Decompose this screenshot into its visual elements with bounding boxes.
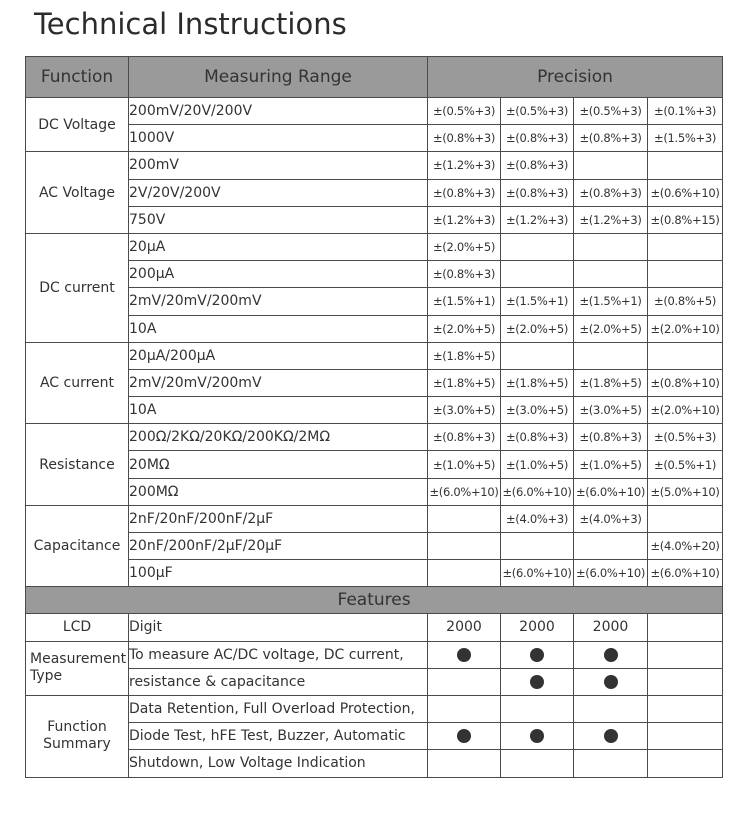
function-summary-label [26, 695, 129, 777]
measuring-range: 10A [129, 397, 428, 424]
precision-cell: ±(2.0%+10) [648, 315, 723, 342]
feature-support-cell [648, 668, 723, 695]
measurement-type-label [26, 641, 129, 695]
table-row [26, 288, 723, 315]
feature-support-cell [574, 723, 648, 750]
filled-dot-icon [604, 675, 618, 689]
precision-cell: ±(1.2%+3) [501, 206, 574, 233]
precision-cell: ±(0.8%+3) [574, 125, 648, 152]
measuring-range: 2nF/20nF/200nF/2μF [129, 505, 428, 532]
precision-cell: ±(1.2%+3) [428, 152, 501, 179]
table-row [26, 451, 723, 478]
precision-cell: ±(2.0%+10) [648, 397, 723, 424]
measuring-range: 10A [129, 315, 428, 342]
precision-cell: ±(0.8%+3) [501, 179, 574, 206]
lcd-digit-value [648, 614, 723, 641]
precision-cell: ±(6.0%+10) [428, 478, 501, 505]
measuring-range: 200mV [129, 152, 428, 179]
table-row [26, 424, 723, 451]
feature-support-cell [501, 695, 574, 722]
table-row [26, 533, 723, 560]
function-label: Resistance [26, 424, 129, 506]
precision-cell: ±(1.0%+5) [501, 451, 574, 478]
precision-cell [574, 152, 648, 179]
precision-cell [501, 233, 574, 260]
feature-support-cell [648, 641, 723, 668]
measurement-type-row [26, 668, 723, 695]
precision-cell [574, 533, 648, 560]
table-row [26, 233, 723, 260]
precision-cell: ±(0.8%+3) [574, 424, 648, 451]
function-summary-row [26, 695, 723, 722]
precision-cell [428, 560, 501, 587]
precision-cell: ±(6.0%+10) [501, 478, 574, 505]
feature-support-cell [501, 641, 574, 668]
label-line: Function [47, 719, 107, 736]
feature-support-cell [574, 750, 648, 777]
precision-cell: ±(0.8%+5) [648, 288, 723, 315]
header-precision: Precision [428, 57, 723, 98]
precision-cell: ±(0.8%+3) [574, 179, 648, 206]
precision-cell: ±(1.2%+3) [428, 206, 501, 233]
measuring-range: 100μF [129, 560, 428, 587]
feature-text: Diode Test, hFE Test, Buzzer, Automatic [129, 723, 428, 750]
precision-cell [428, 533, 501, 560]
filled-dot-icon [457, 648, 471, 662]
measuring-range: 200MΩ [129, 478, 428, 505]
precision-cell: ±(0.5%+3) [501, 98, 574, 125]
header-function: Function [26, 57, 129, 98]
precision-cell [648, 233, 723, 260]
label-line: Measurement [30, 651, 127, 668]
table-row [26, 261, 723, 288]
measuring-range: 2V/20V/200V [129, 179, 428, 206]
precision-cell [501, 533, 574, 560]
precision-cell [648, 261, 723, 288]
precision-cell: ±(0.8%+3) [501, 424, 574, 451]
table-row [26, 179, 723, 206]
feature-support-cell [648, 723, 723, 750]
measuring-range: 2mV/20mV/200mV [129, 288, 428, 315]
table-row [26, 98, 723, 125]
feature-text: resistance & capacitance [129, 668, 428, 695]
precision-cell [574, 233, 648, 260]
feature-support-cell [574, 695, 648, 722]
precision-cell: ±(0.8%+15) [648, 206, 723, 233]
measuring-range: 20μA/200μA [129, 342, 428, 369]
measuring-range: 20MΩ [129, 451, 428, 478]
table-row [26, 125, 723, 152]
feature-support-cell [428, 668, 501, 695]
feature-support-cell [501, 668, 574, 695]
precision-cell: ±(5.0%+10) [648, 478, 723, 505]
precision-cell: ±(0.8%+3) [428, 261, 501, 288]
precision-cell: ±(0.8%+3) [428, 179, 501, 206]
precision-cell: ±(0.8%+3) [501, 152, 574, 179]
precision-cell [574, 342, 648, 369]
precision-cell: ±(6.0%+10) [501, 560, 574, 587]
precision-cell: ±(1.8%+5) [501, 369, 574, 396]
function-label: Capacitance [26, 505, 129, 587]
precision-cell: ±(0.5%+1) [648, 451, 723, 478]
function-summary-row [26, 723, 723, 750]
precision-cell: ±(4.0%+3) [501, 505, 574, 532]
table-row [26, 152, 723, 179]
measuring-range: 20nF/200nF/2μF/20μF [129, 533, 428, 560]
precision-cell [501, 342, 574, 369]
precision-cell: ±(4.0%+3) [574, 505, 648, 532]
precision-cell [648, 152, 723, 179]
table-row [26, 206, 723, 233]
feature-support-cell [574, 668, 648, 695]
precision-cell: ±(0.8%+3) [428, 125, 501, 152]
table-row [26, 397, 723, 424]
precision-cell: ±(0.1%+3) [648, 98, 723, 125]
measuring-range: 20μA [129, 233, 428, 260]
precision-cell: ±(6.0%+10) [574, 478, 648, 505]
label-line: Summary [43, 736, 111, 753]
precision-cell: ±(1.8%+5) [428, 342, 501, 369]
precision-cell: ±(6.0%+10) [574, 560, 648, 587]
precision-cell: ±(0.5%+3) [428, 98, 501, 125]
spec-table [25, 56, 723, 778]
feature-support-cell [501, 723, 574, 750]
precision-cell: ±(3.0%+5) [501, 397, 574, 424]
measurement-type-row [26, 641, 723, 668]
precision-cell: ±(1.2%+3) [574, 206, 648, 233]
precision-cell: ±(3.0%+5) [574, 397, 648, 424]
precision-cell: ±(0.5%+3) [648, 424, 723, 451]
precision-cell: ±(6.0%+10) [648, 560, 723, 587]
precision-cell: ±(1.8%+5) [428, 369, 501, 396]
lcd-label: LCD [26, 614, 129, 641]
features-section-row [26, 587, 723, 614]
page-title: Technical Instructions [34, 7, 347, 41]
precision-cell: ±(1.5%+1) [501, 288, 574, 315]
measuring-range: 200μA [129, 261, 428, 288]
header-measuring-range: Measuring Range [129, 57, 428, 98]
features-header: Features [26, 587, 723, 614]
precision-cell [648, 342, 723, 369]
lcd-digit-value: 2000 [428, 614, 501, 641]
feature-support-cell [428, 641, 501, 668]
feature-support-cell [501, 750, 574, 777]
precision-cell: ±(1.0%+5) [428, 451, 501, 478]
table-row [26, 315, 723, 342]
feature-support-cell [648, 750, 723, 777]
precision-cell: ±(1.0%+5) [574, 451, 648, 478]
feature-support-cell [428, 723, 501, 750]
feature-support-cell [428, 750, 501, 777]
feature-text: Shutdown, Low Voltage Indication [129, 750, 428, 777]
measuring-range: 200mV/20V/200V [129, 98, 428, 125]
function-label: AC current [26, 342, 129, 424]
feature-support-cell [428, 695, 501, 722]
precision-cell: ±(1.5%+1) [574, 288, 648, 315]
precision-cell: ±(1.5%+3) [648, 125, 723, 152]
precision-cell: ±(0.5%+3) [574, 98, 648, 125]
measuring-range: 750V [129, 206, 428, 233]
lcd-digit-value: 2000 [574, 614, 648, 641]
lcd-digit-value: 2000 [501, 614, 574, 641]
function-label: DC current [26, 233, 129, 342]
precision-cell: ±(0.8%+3) [428, 424, 501, 451]
precision-cell: ±(0.8%+10) [648, 369, 723, 396]
feature-text: Data Retention, Full Overload Protection, [129, 695, 428, 722]
lcd-row [26, 614, 723, 641]
precision-cell: ±(2.0%+5) [428, 233, 501, 260]
precision-cell [501, 261, 574, 288]
filled-dot-icon [530, 729, 544, 743]
measuring-range: 200Ω/2KΩ/20KΩ/200KΩ/2MΩ [129, 424, 428, 451]
measuring-range: 2mV/20mV/200mV [129, 369, 428, 396]
feature-support-cell [574, 641, 648, 668]
filled-dot-icon [530, 648, 544, 662]
precision-cell: ±(0.8%+3) [501, 125, 574, 152]
precision-cell: ±(2.0%+5) [574, 315, 648, 342]
feature-support-cell [648, 695, 723, 722]
label-line: Type [30, 668, 63, 685]
lcd-text: Digit [129, 614, 428, 641]
precision-cell: ±(3.0%+5) [428, 397, 501, 424]
table-row [26, 505, 723, 532]
precision-cell: ±(1.5%+1) [428, 288, 501, 315]
precision-cell [574, 261, 648, 288]
spec-body [26, 98, 723, 778]
precision-cell [428, 505, 501, 532]
function-summary-row [26, 750, 723, 777]
filled-dot-icon [604, 648, 618, 662]
filled-dot-icon [530, 675, 544, 689]
precision-cell: ±(0.6%+10) [648, 179, 723, 206]
table-row [26, 342, 723, 369]
measuring-range: 1000V [129, 125, 428, 152]
table-row [26, 369, 723, 396]
precision-cell: ±(4.0%+20) [648, 533, 723, 560]
precision-cell [648, 505, 723, 532]
function-label: AC Voltage [26, 152, 129, 234]
filled-dot-icon [457, 729, 471, 743]
feature-text: To measure AC/DC voltage, DC current, [129, 641, 428, 668]
function-label: DC Voltage [26, 98, 129, 152]
table-row [26, 560, 723, 587]
precision-cell: ±(2.0%+5) [428, 315, 501, 342]
precision-cell: ±(2.0%+5) [501, 315, 574, 342]
filled-dot-icon [604, 729, 618, 743]
precision-cell: ±(1.8%+5) [574, 369, 648, 396]
table-row [26, 478, 723, 505]
